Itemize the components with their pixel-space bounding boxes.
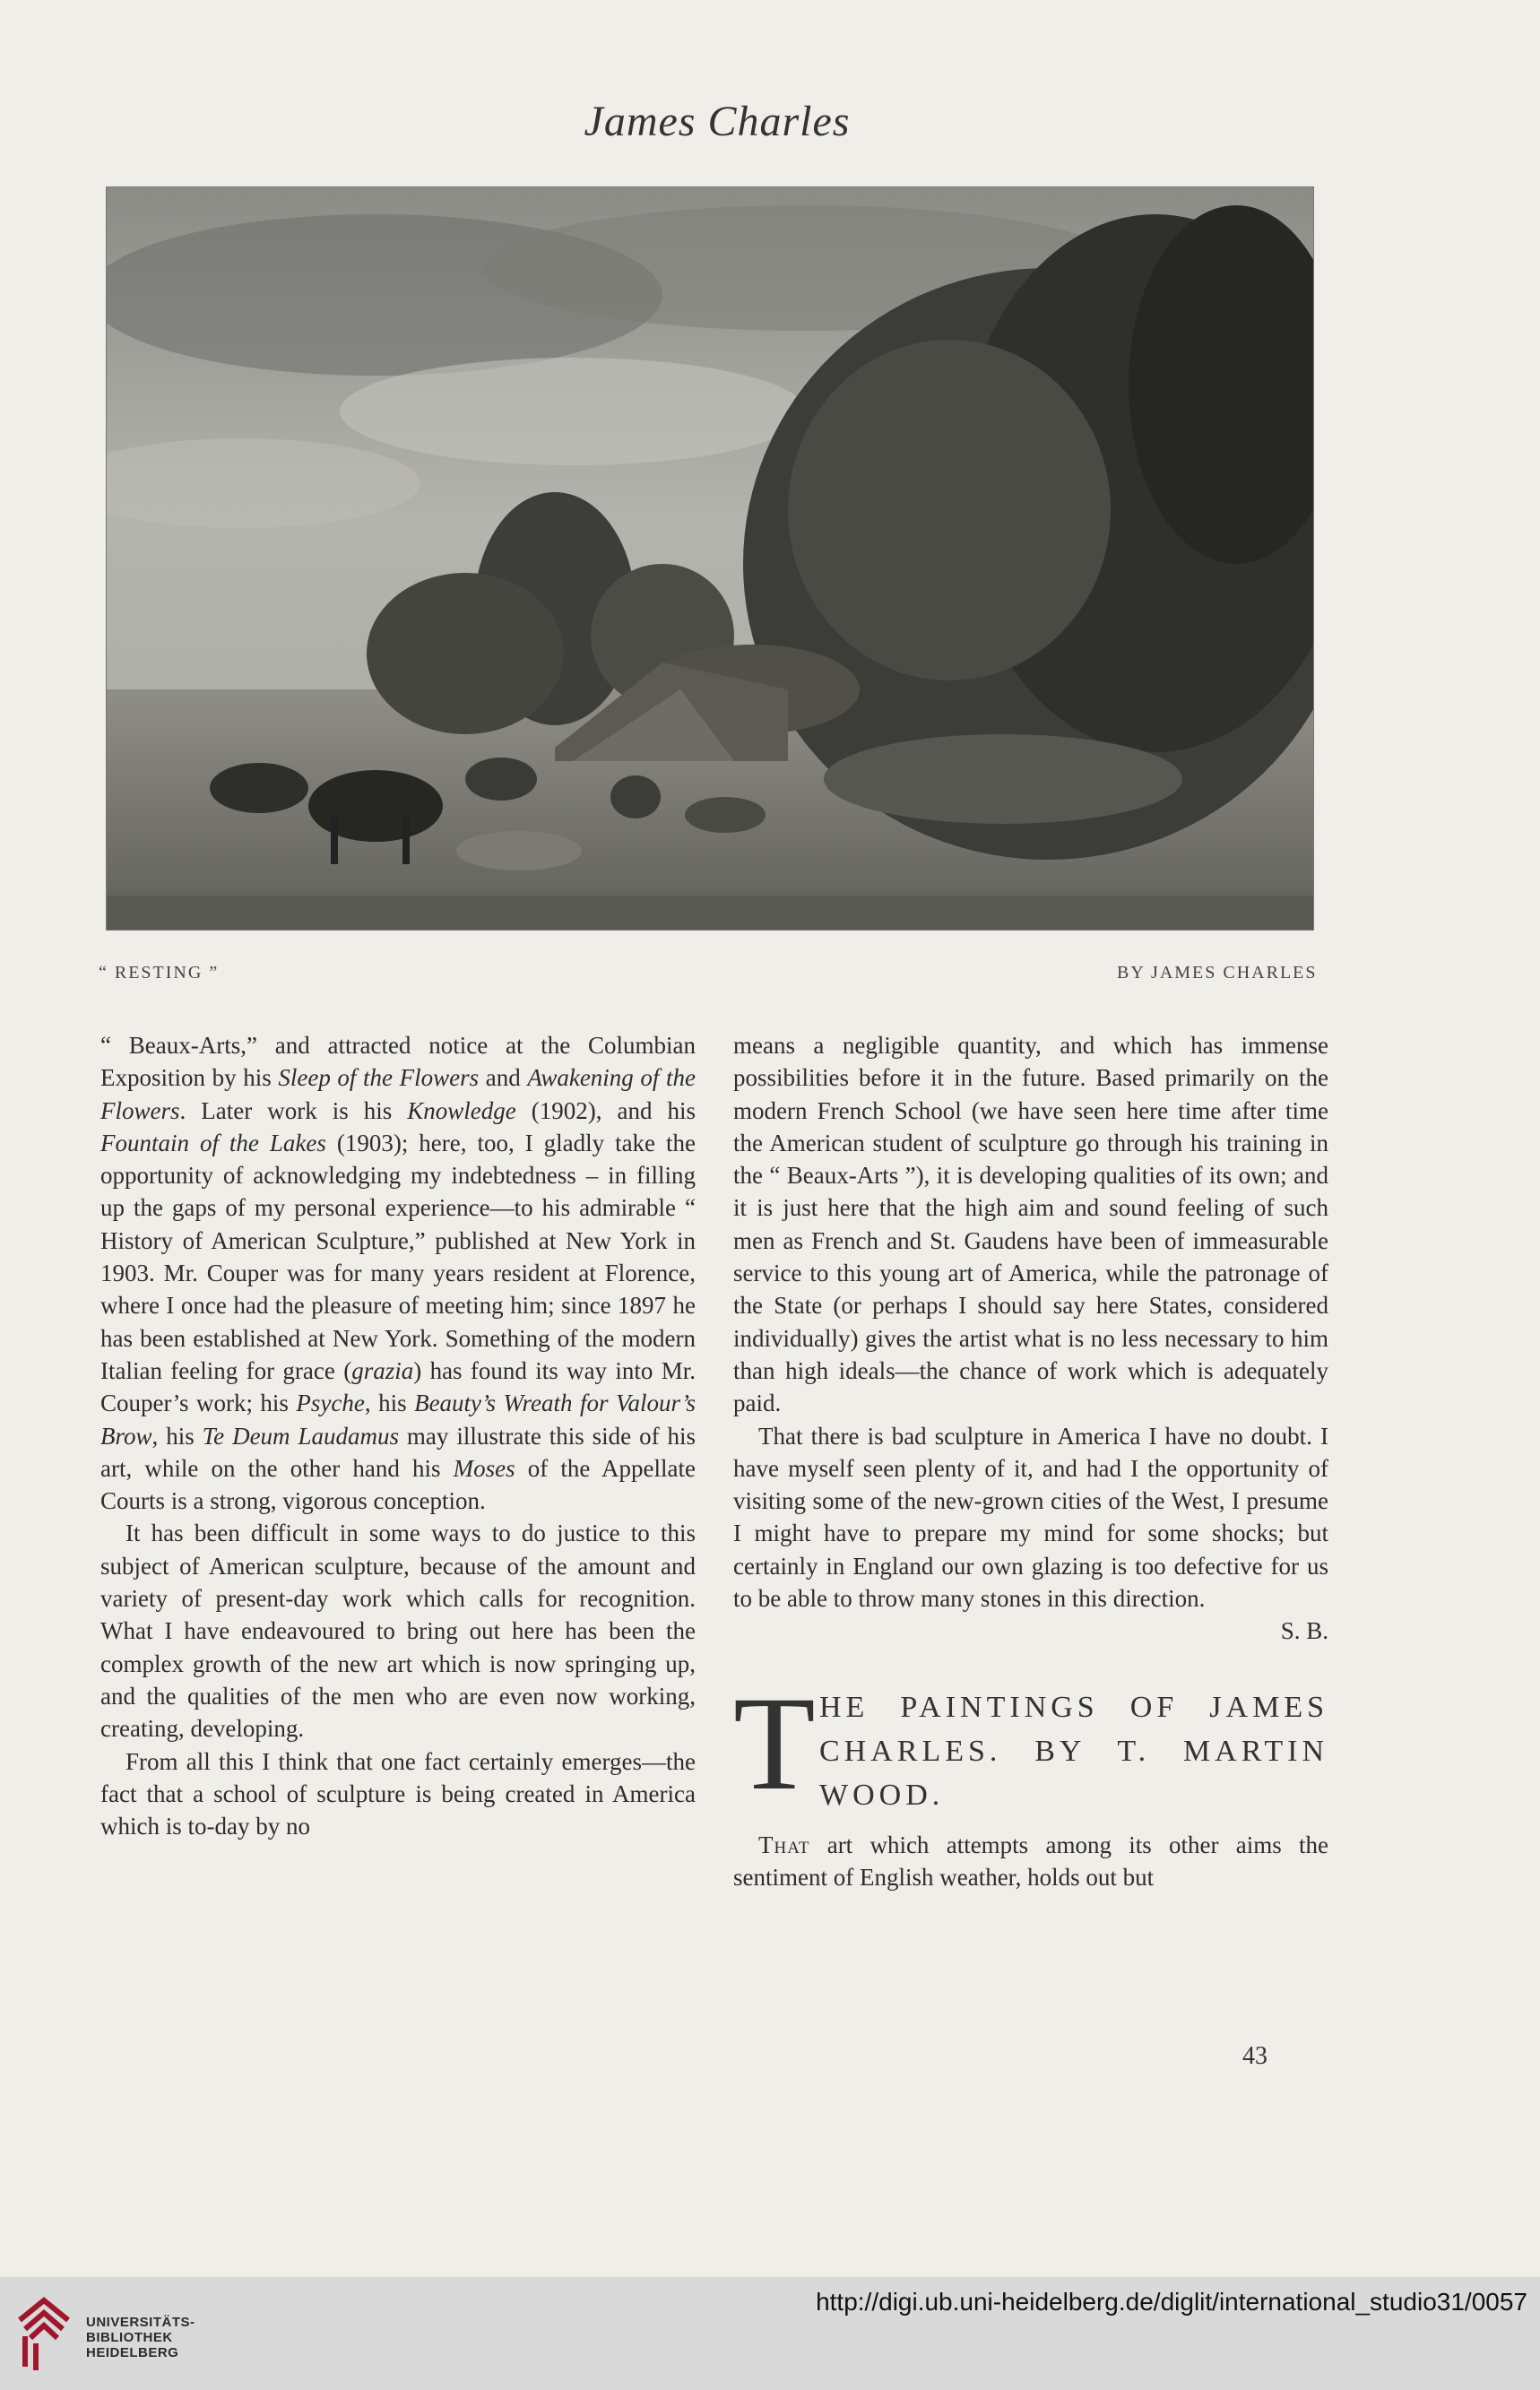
library-footer: [0, 2277, 1540, 2390]
running-head: James Charles: [584, 98, 851, 145]
library-name-line-2: BIBLIOTHEK: [86, 2330, 173, 2345]
library-name: [86, 2315, 195, 2360]
article-heading: [733, 1668, 1328, 1829]
digitization-url-link[interactable]: http://digi.ub.uni-heidelberg.de/diglit/international_studio31/0057: [816, 2288, 1527, 2316]
drop-cap: T: [733, 1668, 816, 1818]
article-opening-paragraph: [733, 1829, 1328, 1894]
left-paragraph-3: From all this I think that one fact certainly emerges—the fact that a school of sculpture is being created in America which is to-day by no: [100, 1747, 696, 1840]
right-paragraph-2: That there is bad sculpture in America I have no doubt. I have myself seen plenty of it, and had I the opportunity of visiting some of the new-grown cities of the West, I presume I might have to prepare my mind for some shocks; but certainly in England our own glazing is too defective for us to be able to throw many stones in this direction.: [733, 1422, 1328, 1613]
right-text-column: [733, 1029, 1328, 1893]
author-signature: S. B.: [1280, 1617, 1328, 1645]
left-paragraph-2: It has been difficult in some ways to do justice to this subject of American sculpture, because of the amount and variety of present-day work which calls for recognition. What I have endeavoured to bring out here has been the complex growth of the new art which is now springing up, and the qualities of the men who are even now working, creating, developing.: [100, 1520, 696, 1743]
library-name-line-1: UNIVERSITÄTS-: [86, 2315, 195, 2330]
opening-lead-word: That: [758, 1831, 810, 1858]
opening-text: art which attempts among its other aims the sentiment of English weather, holds out but: [733, 1831, 1328, 1891]
library-logo-icon: [13, 2293, 75, 2374]
plate-caption-title: “ RESTING ”: [99, 963, 220, 983]
left-paragraph-1: “ Beaux-Arts,” and attracted notice at the Columbian Exposition by his Sleep of the Flowers and Awakening of the Flowers. Later work is his Knowledge (1902), and his Fountain of the Lakes (1903); here, too, I gladly take the opportunity of acknowledging my indebtedness – in filling up the gaps of my personal experience—to his admirable “ History of American Sculpture,” published at New York in 1903. Mr. Couper was for many years resident at Florence, where I once had the pleasure of meeting him; since 1897 he has been established at New York. Something of the modern Italian feeling for grace (grazia) has found its way into Mr. Couper’s work; his Psyche, his Beauty’s Wreath for Valour’s Brow, his Te Deum Laudamus may illustrate this side of his art, while on the other hand his Moses of the Appellate Courts is a strong, vigorous conception.: [100, 1032, 696, 1515]
library-name-line-3: HEIDELBERG: [86, 2345, 179, 2360]
painting-plate-resting: [106, 186, 1314, 931]
page-number: 43: [1242, 2042, 1267, 2070]
article-title: HE PAINTINGS OF JAMES CHARLES. BY T. MARTIN WOOD.: [819, 1690, 1328, 1812]
landscape-painting-image: [107, 187, 1313, 930]
plate-caption-credit: BY JAMES CHARLES: [1117, 963, 1318, 983]
left-text-column: [100, 1029, 696, 1842]
right-paragraph-1: means a negligible quantity, and which has immense possibilities before it in the future. Based primarily on the modern French School (we have seen here time after time the American student of sculpture go through his training in the “ Beaux-Arts ”), it is developing qualities of its own; and it is just here that the high aim and sound feeling of such men as French and St. Gaudens have been of immeasurable service to this young art of America, while the patronage of the State (or perhaps I should say here States, considered individually) gives the artist what is no less necessary to him than high ideals—the chance of work which is adequately paid.: [733, 1032, 1328, 1417]
